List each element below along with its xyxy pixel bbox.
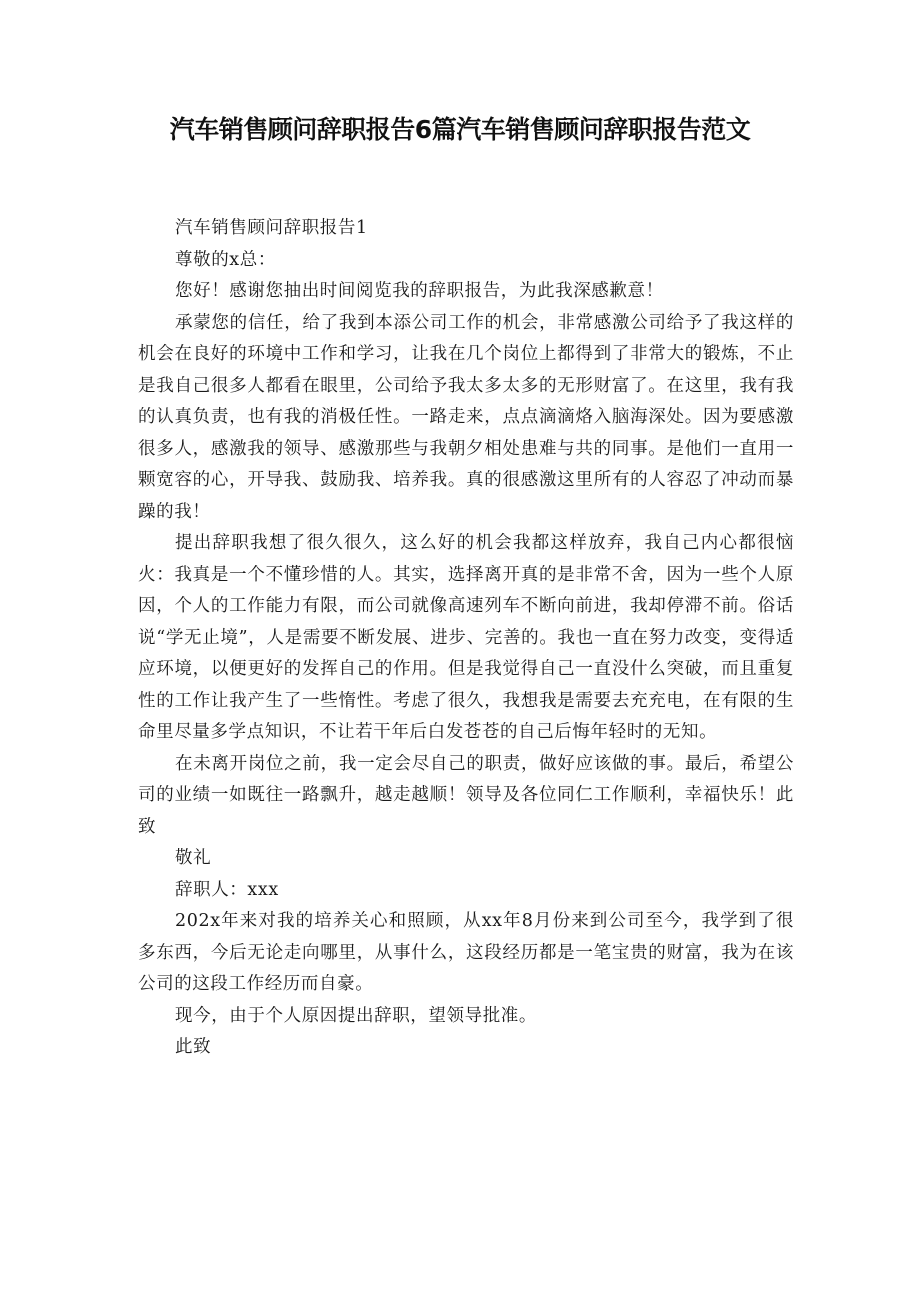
- greeting-paragraph: 您好！感谢您抽出时间阅览我的辞职报告，为此我深感歉意！: [175, 281, 664, 301]
- signature-line: 辞职人：xxx: [175, 879, 279, 900]
- closing-regards: 敬礼: [175, 848, 212, 868]
- body-paragraph: 在未离开岗位之前，我一定会尽自己的职责，做好应该做的事。最后，希望公司的业绩一如既往一路飘升，越走越顺！领导及各位同仁工作顺利，幸福快乐！此致: [138, 753, 794, 837]
- closing-line: 此致: [175, 1037, 212, 1057]
- body-paragraph: 提出辞职我想了很久很久，这么好的机会我都这样放弃，我自己内心都很恼火：我真是一个不懂珍惜的人。其实，选择离开真的是非常不舍，因为一些个人原因，个人的工作能力有限，而公司就像高速列车不断向前进，我却停滞不前。俗话说“学无止境”，人是需要不断发展、进步、完善的。我也一直在努力改变，变得适应环境，以便更好的发挥自己的作用。但是我觉得自己一直没什么突破，而且重复性的工作让我产生了一些惰性。考虑了很久，我想我是需要去充充电，在有限的生命里尽量多学点知识，不让若干年后白发苍苍的自己后悔年轻时的无知。: [138, 533, 794, 742]
- body-paragraph: 承蒙您的信任，给了我到本添公司工作的机会，非常感激公司给予了我这样的机会在良好的环境中工作和学习，让我在几个岗位上都得到了非常大的锻炼，不止是我自己很多人都看在眼里，公司给予我太多太多的无形财富了。在这里，我有我的认真负责，也有我的消极任性。一路走来，点点滴滴烙入脑海深处。因为要感激很多人，感激我的领导、感激那些与我朝夕相处患难与共的同事。是他们一直用一颗宽容的心，开导我、鼓励我、培养我。真的很感激这里所有的人容忍了冲动而暴躁的我！: [138, 312, 794, 522]
- body-paragraph: 现今，由于个人原因提出辞职，望领导批准。: [175, 1005, 537, 1026]
- document-body: [138, 213, 794, 1064]
- document-title: 汽车销售顾问辞职报告6篇汽车销售顾问辞职报告范文: [169, 115, 751, 144]
- section-heading: 汽车销售顾问辞职报告1: [175, 218, 368, 238]
- body-paragraph: 202x年来对我的培养关心和照顾，从xx年8月份来到公司至今，我学到了很多东西，今后无论走向哪里，从事什么，这段经历都是一笔宝贵的财富，我为在该公司的这段工作经历而自豪。: [138, 911, 794, 994]
- salutation: 尊敬的x总：: [175, 249, 276, 270]
